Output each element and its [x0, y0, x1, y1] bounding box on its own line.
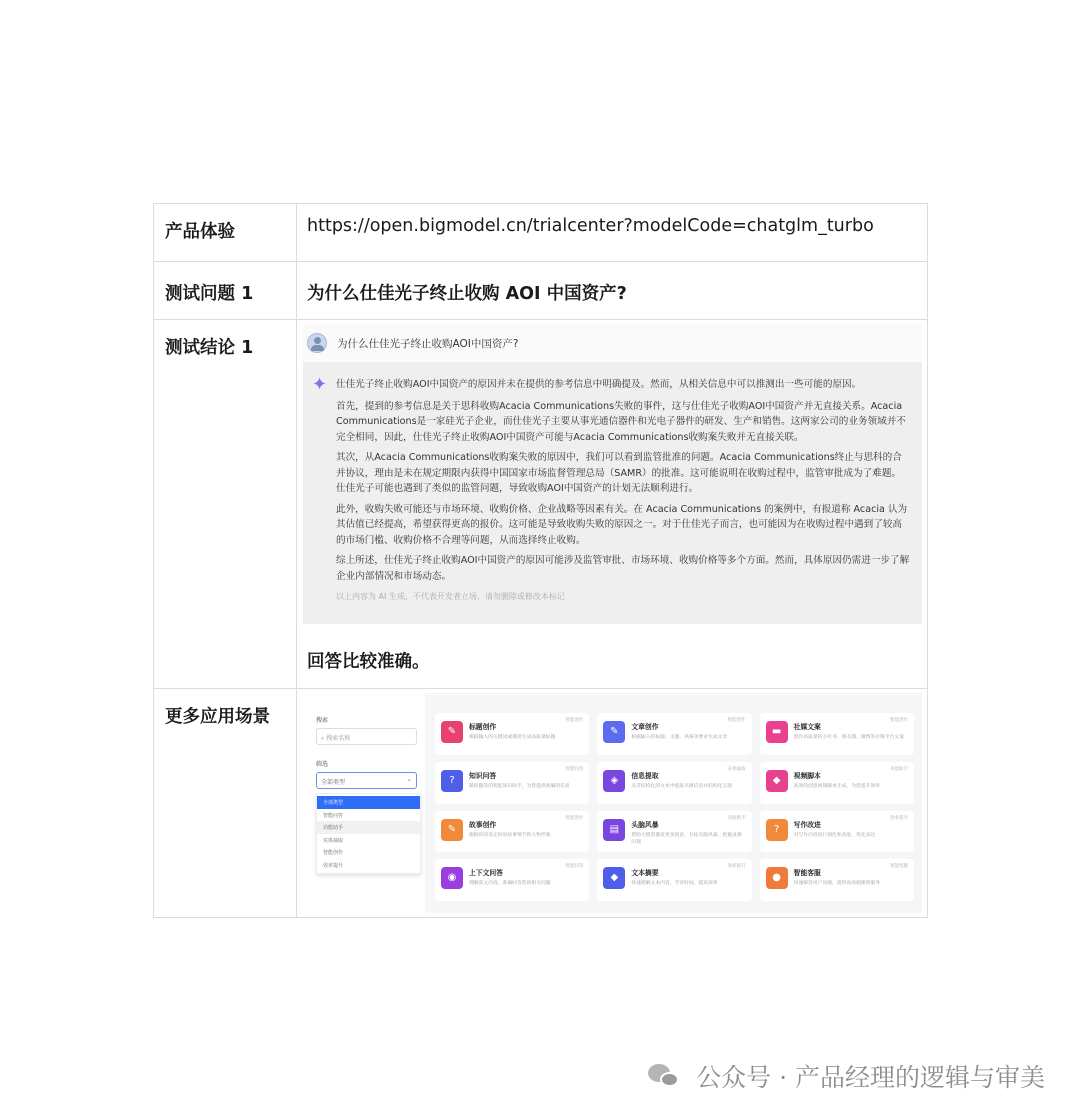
- ai-disclaimer: 以上内容为 AI 生成，不代表开发者立场，请勿删除或修改本标记: [336, 592, 565, 601]
- experience-link[interactable]: https://open.bigmodel.cn/trialcenter?modelCode=chatglm_turbo: [307, 216, 874, 236]
- row-label: 测试结论 1: [154, 320, 297, 688]
- app-icon: ✎: [441, 819, 463, 841]
- app-title: 社媒文案: [793, 723, 821, 731]
- app-tag: 效率提升: [889, 815, 908, 821]
- row-question: [154, 262, 927, 320]
- app-tag: 实体抽取: [727, 766, 746, 772]
- app-icon: ?: [766, 819, 788, 841]
- wechat-icon: [648, 1062, 682, 1090]
- app-desc: 理解前文内容，准确回答您的相关问题: [469, 881, 551, 887]
- app-desc: 从非结构化的文本中提取关键信息并结构化呈现: [631, 783, 733, 789]
- question-text: 为什么仕佳光子终止收购 AOI 中国资产?: [307, 284, 627, 304]
- verdict-text: 回答比较准确。: [307, 652, 430, 672]
- app-card[interactable]: [435, 859, 589, 901]
- app-desc: 根据输入的关键词或描述生成高质量标题: [469, 735, 556, 740]
- app-tag: 功能助手: [727, 815, 746, 821]
- answer-paragraph: 仕佳光子终止收购AOI中国资产的原因并未在提供的参考信息中明确提及。然而，从相关信息中可以推测出一些可能的原因。: [336, 379, 862, 390]
- chat-question-bar: [303, 324, 922, 362]
- app-title: 写作改进: [793, 820, 821, 829]
- chat-question: 为什么仕佳光子终止收购AOI中国资产?: [337, 337, 519, 350]
- app-icon: ▬: [766, 721, 788, 743]
- app-icon: ✎: [603, 721, 625, 743]
- conclusion-cell: [297, 320, 928, 688]
- app-card[interactable]: [760, 811, 914, 853]
- app-card[interactable]: [435, 713, 589, 755]
- app-title: 上下文问答: [469, 869, 503, 878]
- dropdown-option[interactable]: 实体抽取: [323, 837, 344, 844]
- app-card[interactable]: [597, 859, 751, 901]
- app-icon: ◆: [603, 867, 625, 889]
- apps-screenshot: [303, 693, 922, 913]
- app-tag: 智能创作: [565, 815, 584, 821]
- app-tag: 智能创作: [727, 718, 746, 723]
- chat-answer: [303, 362, 922, 624]
- app-title: 信息提取: [631, 771, 659, 780]
- answer-paragraph: 综上所述，仕佳光子终止收购AOI中国资产的原因可能涉及监管审批、市场环境、收购价格等多个方面。然而，具体原因仍需进一步了解企业内部情况和市场动态。: [336, 555, 910, 582]
- app-title: 视频脚本: [793, 771, 821, 780]
- app-tag: 智能客服: [889, 864, 908, 870]
- app-title: 文章创作: [631, 723, 659, 731]
- app-desc: 快速理解文本内容，节省时间，提高效率: [631, 881, 718, 887]
- search-placeholder: 搜索名称: [326, 735, 351, 742]
- answer-paragraph: 其次，从Acacia Communications收购案失败的原因中，我们可以看到监管批准的问题。Acacia Communications终止与思科的合并协议，理由是未在规定期限内获得中国国家市场监督管理总局（SAMR）的批准。这可能说明在收购过程中，监管审批成为了难题。仕佳光子可能也遇到了类似的监管问题，导致收购AOI中国资产的计划无法顺利进行。: [336, 452, 902, 494]
- app-card[interactable]: [760, 713, 914, 755]
- app-icon: ✎: [441, 721, 463, 743]
- app-desc: 帮助大模型激发更多创意，开拓头脑风暴，把握灵感闪现: [631, 832, 742, 845]
- app-title: 文本摘要: [631, 869, 659, 878]
- app-title: 智能客服: [793, 869, 821, 878]
- app-tag: 智能问答: [565, 864, 584, 870]
- dropdown-option[interactable]: 功能助手: [317, 821, 420, 834]
- app-card[interactable]: [760, 859, 914, 901]
- chat-screenshot: [303, 324, 922, 624]
- app-desc: 随问随答的智能知识助手，为您提供准确的信息: [469, 783, 570, 789]
- app-desc: 根据输入的标题、主题、风格等要求生成文章: [631, 735, 728, 740]
- app-tag: 智能创作: [565, 718, 584, 723]
- answer-body: [336, 377, 910, 605]
- app-icon: ?: [441, 770, 463, 792]
- search-label: 搜索: [316, 717, 329, 724]
- info-table: [153, 203, 928, 918]
- app-card-grid: [425, 693, 922, 913]
- app-title: 标题创作: [469, 723, 497, 731]
- search-input[interactable]: ⌕ 搜索名称: [316, 728, 417, 745]
- app-desc: 根据你的设定构思故事情节和人物形象: [469, 832, 551, 838]
- app-icon: ◆: [766, 770, 788, 792]
- app-tag: 智能问答: [565, 766, 584, 772]
- dropdown-option[interactable]: 全部类型: [317, 796, 420, 809]
- row-label: 测试问题 1: [154, 262, 297, 319]
- app-card[interactable]: [597, 713, 751, 755]
- app-desc: 对写作内容进行润色和改进，优化表达: [793, 832, 876, 838]
- app-desc: 高效的创意视频脚本生成，为您提升效率: [793, 783, 881, 789]
- app-card[interactable]: [435, 811, 589, 853]
- app-title: 头脑风暴: [631, 820, 659, 829]
- app-tag: 功能助手: [889, 766, 908, 772]
- type-select[interactable]: 全部类型 ⌄: [316, 772, 417, 789]
- footer-text: 公众号 · 产品经理的逻辑与审美: [696, 1063, 1045, 1092]
- apps-sidebar: [303, 693, 425, 913]
- app-card[interactable]: [597, 811, 751, 853]
- answer-paragraph: 此外，收购失败可能还与市场环境、收购价格、企业战略等因素有关。在 Acacia Communications 的案例中，有报道称 Acacia 认为其估值已经提高，希望获得更高的报价。这可能是导致收购失败的原因之一。对于仕佳光子而言，也可能因为在收购过程中遇到了较高的市场门槛、收购价格不合理等问题，从而选择终止收购。: [336, 503, 908, 546]
- row-conclusion: [154, 320, 927, 689]
- app-title: 故事创作: [469, 820, 497, 829]
- filter-label: 筛选: [316, 761, 329, 768]
- app-tag: 效率提升: [727, 864, 746, 870]
- scenarios-cell: [297, 689, 928, 917]
- app-desc: 快速解答用户问题，提供高效便捷的服务: [793, 881, 881, 887]
- dropdown-option[interactable]: 智能问答: [323, 812, 344, 819]
- app-icon: ●: [766, 867, 788, 889]
- dropdown-option[interactable]: 效率提升: [323, 862, 344, 869]
- row-label: 产品体验: [154, 204, 297, 261]
- app-title: 知识问答: [469, 771, 497, 780]
- app-card[interactable]: [760, 762, 914, 804]
- app-tag: 智能创作: [889, 718, 908, 723]
- app-icon: ◈: [603, 770, 625, 792]
- app-desc: 创作高质量的小红书、朋友圈、微博等社媒平台文案: [793, 735, 904, 740]
- type-dropdown: [316, 793, 421, 874]
- row-label: 更多应用场景: [154, 689, 297, 917]
- app-card[interactable]: [435, 762, 589, 804]
- user-avatar-icon: [307, 333, 327, 353]
- answer-paragraph: 首先，提到的参考信息是关于思科收购Acacia Communications失败的事件，这与仕佳光子收购AOI中国资产并无直接关系。Acacia Communications是一家硅光子企业，而仕佳光子主要从事光通信器件和光电子器件的研发、生产和销售。这两家公司的业务领域并不完全相同，因此，仕佳光子终止收购AOI中国资产可能与Acacia Communications收购案失败并无直接关联。: [336, 400, 906, 443]
- app-icon: ▤: [603, 819, 625, 841]
- footer: [648, 1058, 1045, 1094]
- row-experience: [154, 204, 927, 262]
- app-card[interactable]: [597, 762, 751, 804]
- row-scenarios: [154, 689, 927, 917]
- sparkle-icon: ✦: [312, 374, 328, 395]
- app-icon: ◉: [441, 867, 463, 889]
- dropdown-option[interactable]: 智能创作: [323, 850, 344, 856]
